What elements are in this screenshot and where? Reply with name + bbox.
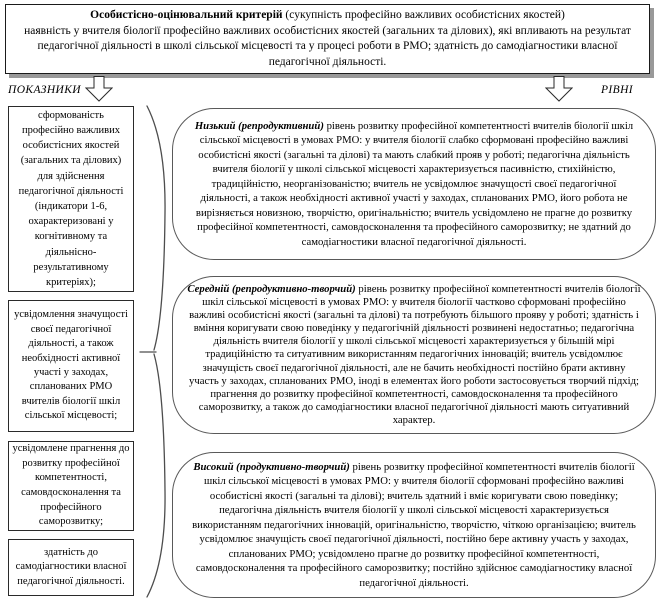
criterion-title-bold: Особистісно-оцінювальний критерій: [90, 9, 283, 21]
level-text: [187, 119, 641, 250]
level-name: Низький (репродуктивний): [194, 119, 324, 132]
indicator-box-1: сформованість професійно важливих особистісних якостей (загальних та ділових) для здійснення педагогічної діяльності (індикатори 1-6, охарактеризовані у когнітивному та діяльнісно-результативному критеріях);: [8, 106, 134, 292]
down-arrow-icon: [545, 76, 573, 102]
indicator-box-3: усвідомлене прагнення до розвитку професійної компетентності, самовдосконалення та професійного саморозвитку;: [8, 441, 134, 531]
level-description: рівень розвитку професійної компетентності вчителів біології шкіл сільської місцевості в умовах РМО: у вчителя біології частково сформовані професійно важливі особистісні якості (загальні та ділові) та потребують більшого прояву у роботі; здатність і вміння коригувати свою поведінку у педагогічній діяльності розвинені недостатньо; педагогічна діяльність вчителя біології у школі сільської місцевості характеризується у більшій мірі традиційністю та ситуативним використанням педагогічних інновацій; вчитель усвідомлює значущість своєї педагогічної діяльності, але не бачить необхідності постійно брати активну участь у заходах, спланованих РМО, іноді в елементах його роботи застосовується творчий підхід; прагнення до розвитку професійної компетентності, самовдосконалення та професійного саморозвитку, а також до самодіагностики власної педагогічної діяльності мають ситуативний характер.: [189, 282, 641, 426]
level-box-medium: [172, 276, 656, 434]
criterion-title-line: [14, 8, 641, 24]
level-box-low: [172, 108, 656, 260]
level-text: [187, 460, 641, 591]
down-arrow-icon: [85, 76, 113, 102]
level-description: рівень розвитку професійної компетентності вчителів біології шкіл сільської місцевості в умовах РМО: у вчителя біології слабко сформовані професійно важливі особистісні якості (загальні та ділові) та мають слабкий прояв у роботі; педагогічна діяльність вчителя біології у школі сільської місцевості характеризується пасивністю, стихійністю, традиційністю, неорганізованістю; вчитель не усвідомлює значущості своєї педагогічної діяльності, а також необхідності активної участі у заходах, спланованих РМО, його робота не вирізняється новизною, творчістю, оригінальністю; вчитель усвідомлено не прагне до розвитку професійної компетентності, самовдосконалення та професійного саморозвитку; не здатний до самодіагностики власної педагогічної діяльності.: [195, 119, 634, 248]
level-description: рівень розвитку професійної компетентності вчителів біології шкіл сільської місцевості в умовах РМО: у вчителя біології сформовані професійно важливі особистісні якості (загальні та ділові); вчитель здатний і вміє коригувати свою поведінку; педагогічна діяльність вчителя біології у школі сільської місцевості характеризується використанням педагогічних інновацій, оригінальністю, творчістю, чіткою організацією; вчитель усвідомлює значущість своєї педагогічної діяльності, постійно бере активну участь у заходах, спланованих РМО; усвідомлено прагне до розвитку професійної компетентності, самовдосконалення та професійного саморозвитку; постійно здійснює самодіагностику власної педагогічної діяльності.: [192, 460, 636, 589]
criterion-title-rest: (сукупність професійно важливих особистісних якостей): [285, 9, 565, 21]
indicators-column-label: ПОКАЗНИКИ: [8, 84, 81, 96]
level-name: Високий (продуктивно-творчий): [193, 460, 350, 473]
level-name: Середній (репродуктивно-творчий): [187, 282, 356, 295]
levels-column-label: РІВНІ: [601, 84, 634, 96]
indicator-box-4: здатність до самодіагностики власної педагогічної діяльності.: [8, 539, 134, 596]
criterion-body-text: наявність у вчителя біології професійно важливих особистісних якостей (загальних та ділових), які впливають на результат педагогічної діяльності в школі сільської місцевості та у процесі роботи в РМО; здатність до самодіагностики власної педагогічної діяльності.: [24, 24, 631, 68]
level-text: [187, 283, 641, 427]
indicator-box-2: усвідомлення значущості своєї педагогічної діяльності, а також необхідності активної участі у заходах, спланованих РМО вчителів біології шкіл сільської місцевості;: [8, 300, 134, 432]
level-box-high: [172, 452, 656, 598]
criterion-title-box: [5, 4, 650, 74]
